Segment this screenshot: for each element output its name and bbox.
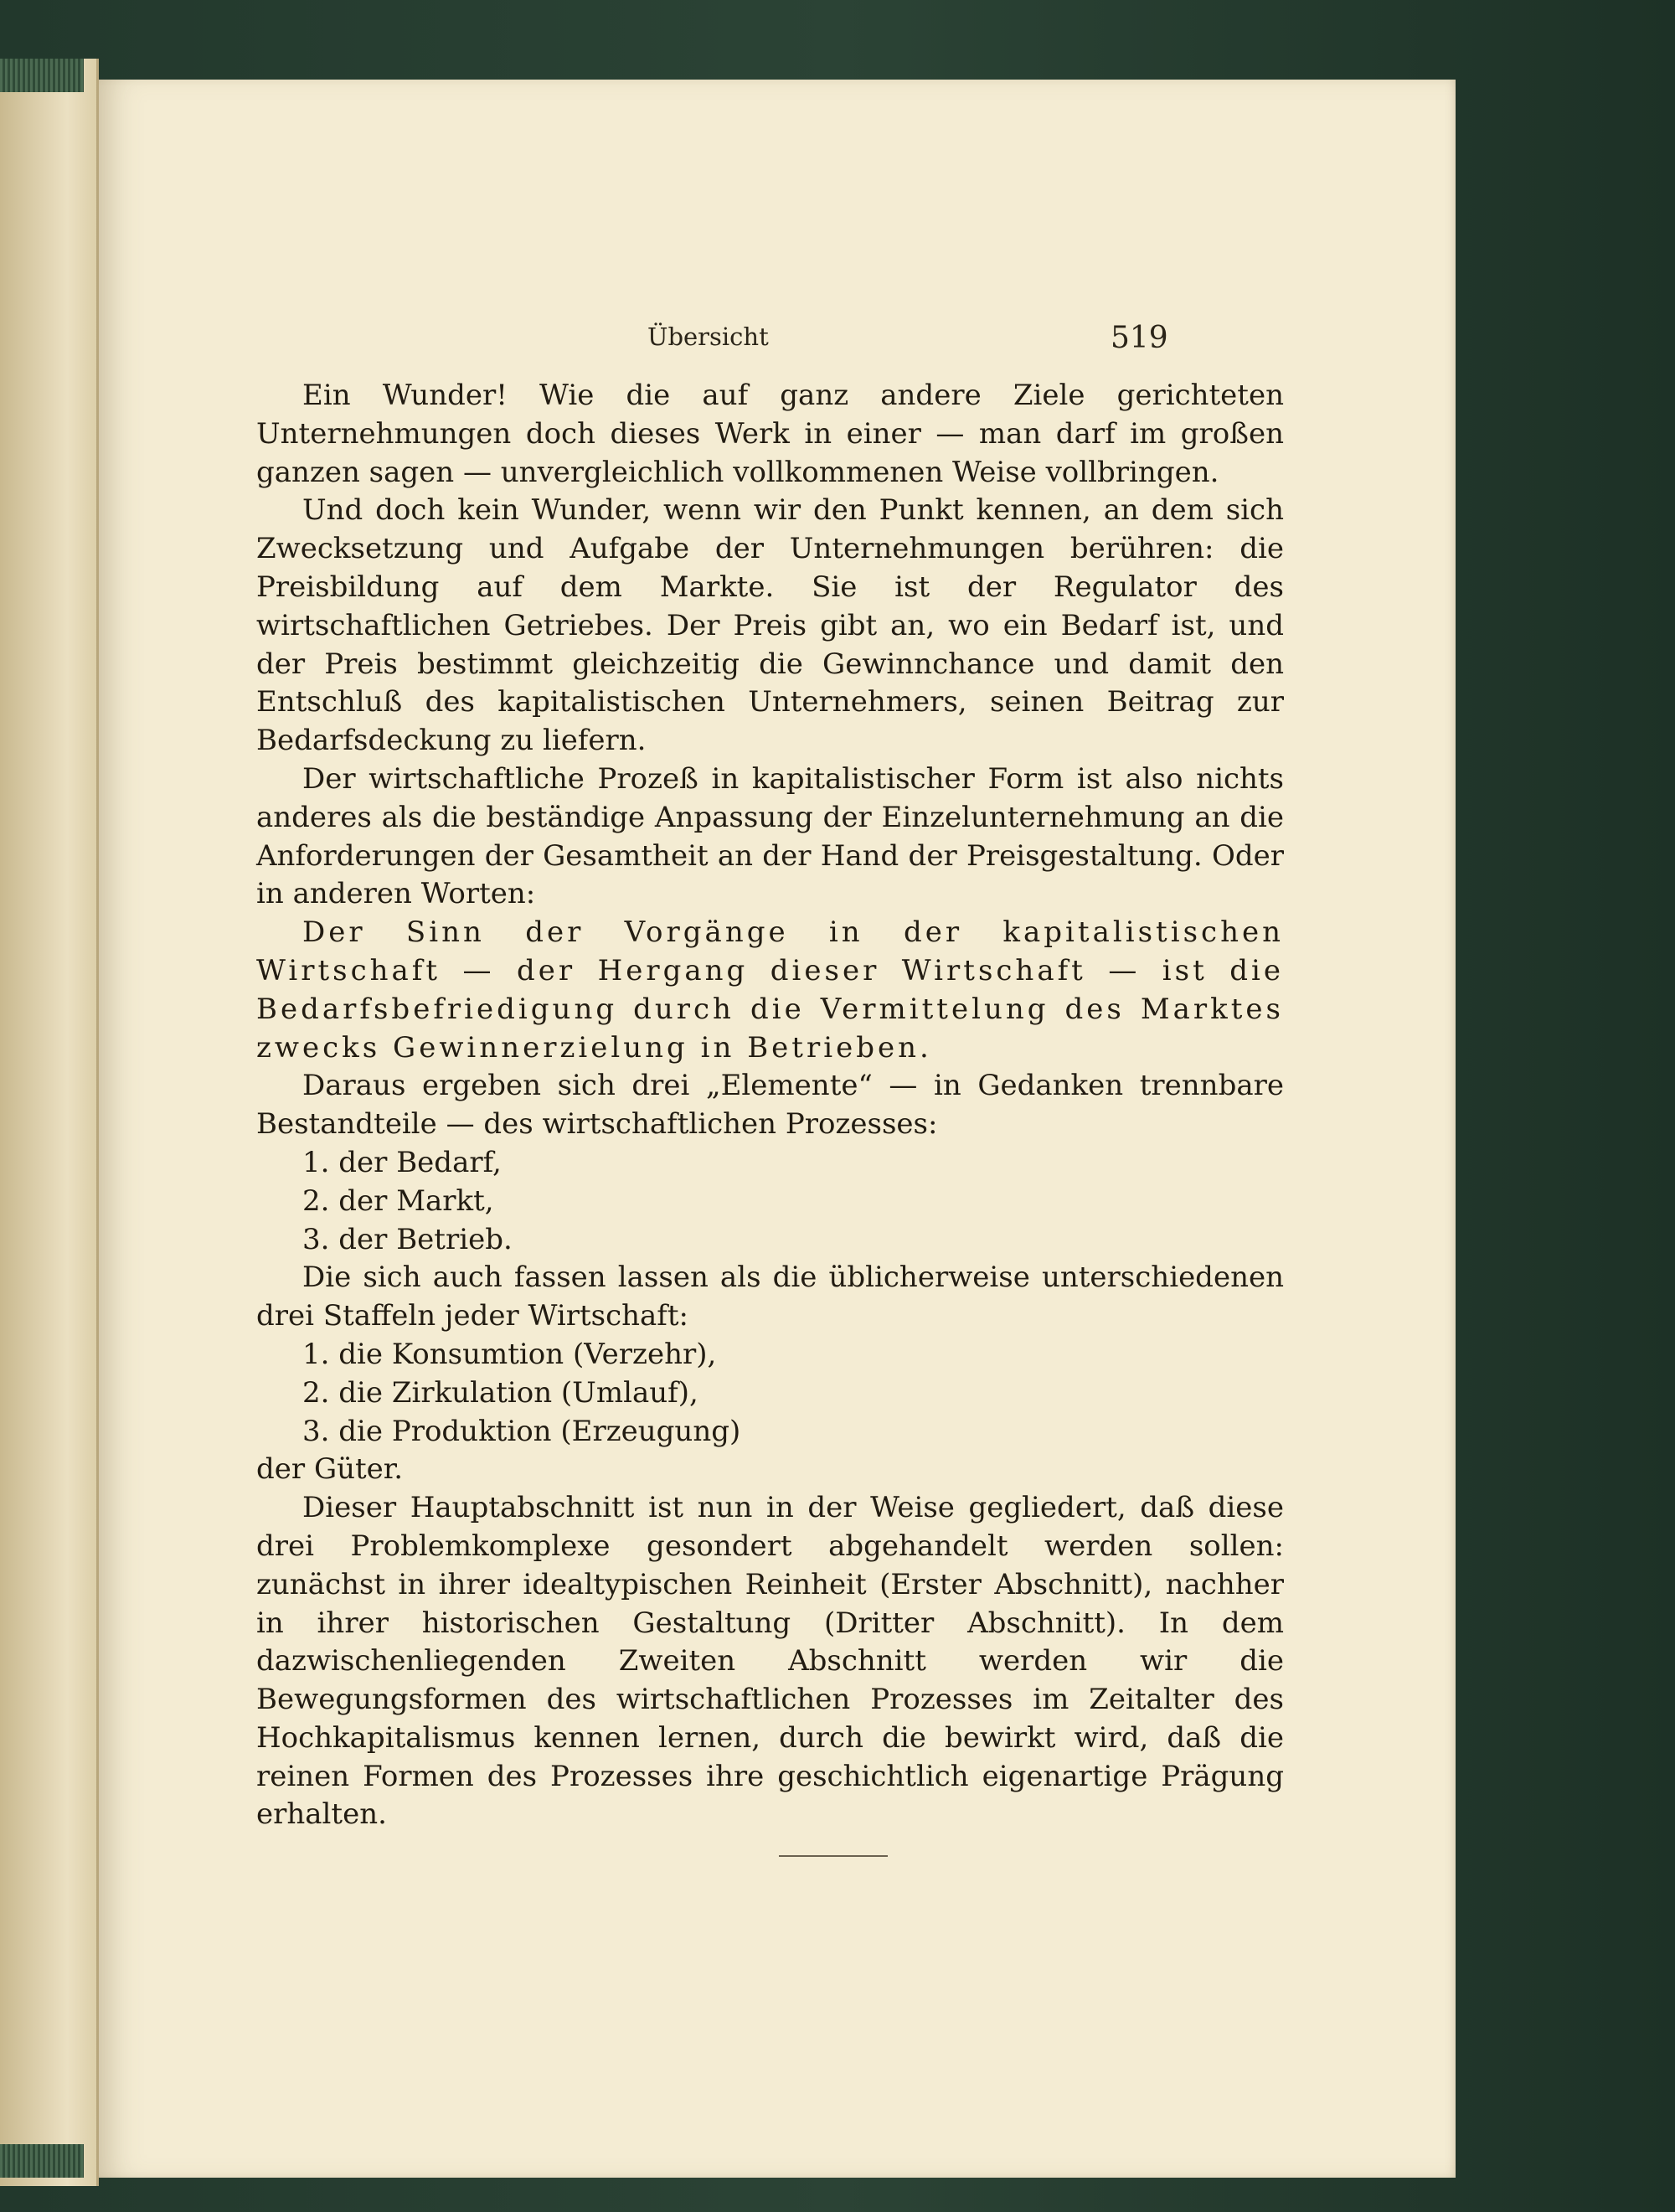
list-item: 2. der Markt,: [302, 1183, 494, 1218]
paragraph: der Güter.: [256, 1452, 404, 1487]
spine-strip-top: [0, 59, 84, 92]
list-item: 3. der Betrieb.: [302, 1222, 513, 1256]
list-item: 3. die Produktion (Erzeugung): [302, 1414, 741, 1448]
paragraph: Die sich auch fassen lassen als die üblicherweise unterschiedenen drei Staffeln jeder Wirtschaft:: [256, 1261, 1284, 1333]
paragraph: Und doch kein Wunder, wenn wir den Punkt kennen, an dem sich Zwecksetzung und Aufgabe der Unternehmungen berühren: die Preisbildung auf dem Markte. Sie ist der Regulator des wirtschaftlichen Getriebes. Der Preis gibt an, wo ein Bedarf ist, und der Preis bestimmt gleichzeitig die Gewinnchance und damit den Entschluß des kapitalistischen Unternehmers, seinen Beitrag zur Bedarfsdeckung zu liefern.: [256, 493, 1284, 758]
closing-rule: [779, 1855, 888, 1857]
book-page: [99, 80, 1456, 2178]
list-item: 2. die Zirkulation (Umlauf),: [302, 1375, 698, 1410]
list-item: 1. der Bedarf,: [302, 1145, 502, 1179]
emphasized-paragraph: Der Sinn der Vorgänge in der kapitalistischen Wirtschaft — der Hergang dieser Wirtschaft — ist die Bedarfsbefriedigung durch die Vermittelung des Marktes zwecks Gewinnerzielung in Betrieben.: [256, 915, 1284, 1065]
paragraph: Ein Wunder! Wie die auf ganz andere Ziele gerichteten Unternehmungen doch dieses Werk in einer — man darf im großen ganzen sagen — unvergleichlich vollkommenen Weise vollbringen.: [256, 379, 1284, 489]
paragraph: Dieser Hauptabschnitt ist nun in der Weise gegliedert, daß diese drei Problemkomplexe gesondert abgehandelt werden sollen: zunächst in ihrer idealtypischen Reinheit (Erster Abschnitt), nachher in ihrer historischen Gestaltung (Dritter Abschnitt). In dem dazwischenliegenden Zweiten Abschnitt werden wir die Bewegungsformen des wirtschaftlichen Prozesses im Zeitalter des Hochkapitalismus kennen lernen, durch die bewirkt wird, daß die reinen Formen des Prozesses ihre geschichtlich eigenartige Prägung erhalten.: [256, 1491, 1284, 1832]
paragraph: Der wirtschaftliche Prozeß in kapitalistischer Form ist also nichts anderes als die beständige Anpassung der Einzelunternehmung an die Anforderungen der Gesamtheit an der Hand der Preisgestaltung. Oder in anderen Worten:: [256, 761, 1284, 911]
body-text: [256, 377, 1284, 1834]
left-page-edge: [0, 59, 99, 2186]
header-title: Übersicht: [647, 322, 769, 351]
paragraph: Daraus ergeben sich drei „Elemente“ — in Gedanken trennbare Bestandteile — des wirtschaftlichen Prozesses:: [256, 1069, 1284, 1142]
list-item: 1. die Konsumtion (Verzehr),: [302, 1337, 717, 1371]
page-number: 519: [1111, 321, 1168, 355]
running-header: [99, 322, 1456, 364]
spine-strip-bottom: [0, 2144, 84, 2178]
